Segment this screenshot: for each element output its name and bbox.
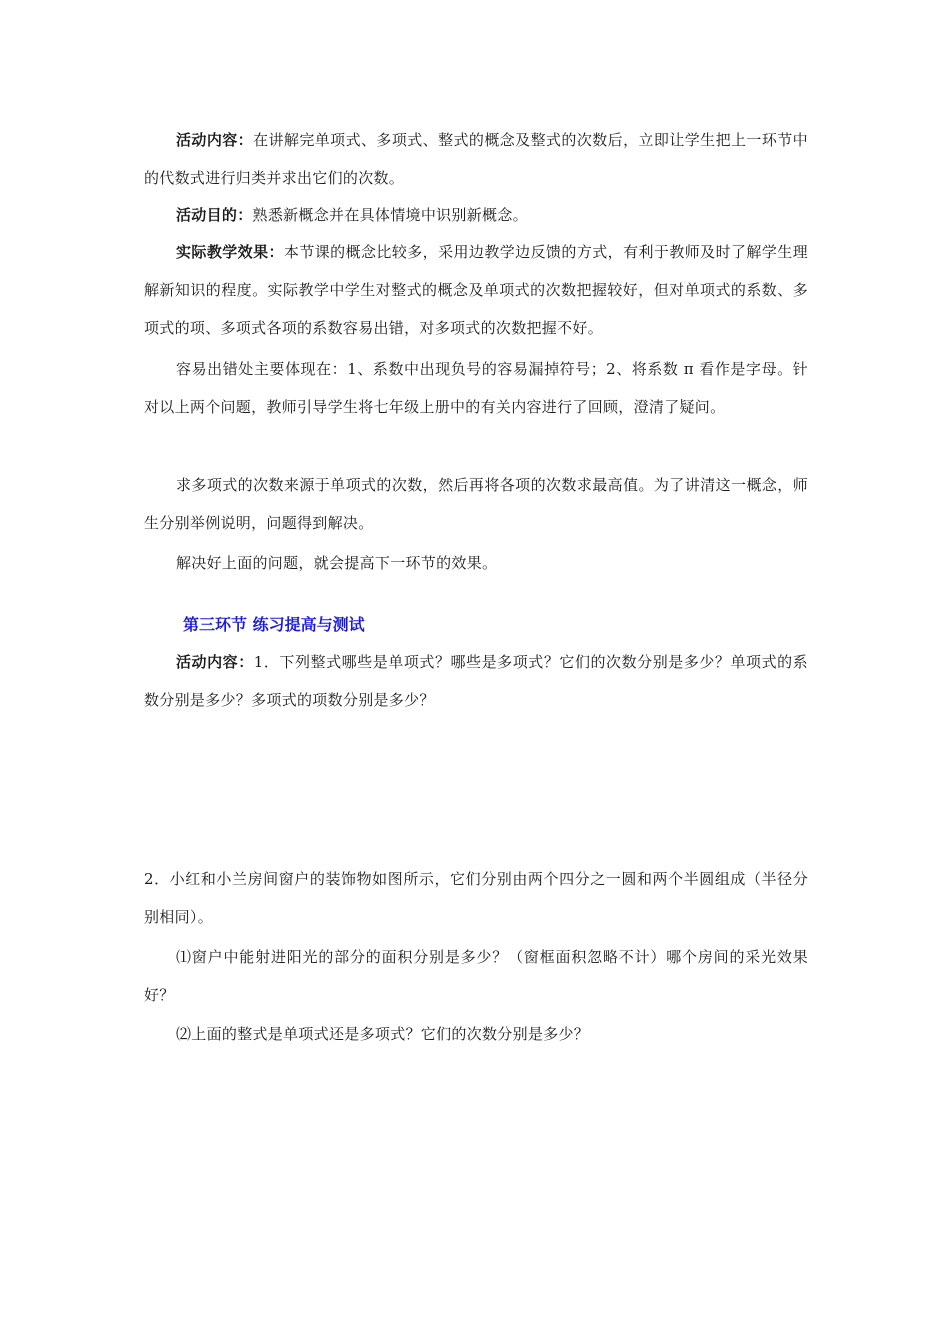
activity-content-text: 在讲解完单项式、多项式、整式的概念及整式的次数后，立即让学生把上一环节中的代数式进行归类并求出它们的次数。 bbox=[144, 131, 808, 187]
summary-text: 解决好上面的问题，就会提高下一环节的效果。 bbox=[176, 554, 498, 572]
exercise-1-paragraph bbox=[144, 643, 808, 719]
polynomial-degree-paragraph bbox=[144, 466, 808, 542]
error-points-text: 容易出错处主要体现在：1、系数中出现负号的容易漏掉符号；2、将系数 π 看作是字母。针对以上两个问题，教师引导学生将七年级上册中的有关内容进行了回顾，澄清了疑问。 bbox=[144, 360, 808, 416]
summary-paragraph bbox=[144, 544, 808, 582]
exercise-2-subquestion-1 bbox=[144, 938, 808, 1014]
exercise-2-subquestion-2-text: ⑵上面的整式是单项式还是多项式？它们的次数分别是多少？ bbox=[176, 1025, 590, 1043]
exercise-2-text: 2．小红和小兰房间窗户的装饰物如图所示，它们分别由两个四分之一圆和两个半圆组成（半径分别相同）。 bbox=[144, 870, 808, 926]
activity-purpose-label: 活动目的： bbox=[176, 206, 253, 224]
teaching-effect-label: 实际教学效果： bbox=[176, 243, 284, 261]
polynomial-degree-text: 求多项式的次数来源于单项式的次数，然后再将各项的次数求最高值。为了讲清这一概念，师生分别举例说明，问题得到解决。 bbox=[144, 476, 808, 532]
teaching-effect-paragraph bbox=[144, 233, 808, 347]
exercise-2-subquestion-1-text: ⑴窗户中能射进阳光的部分的面积分别是多少？（窗框面积忽略不计）哪个房间的采光效果好？ bbox=[144, 948, 808, 1004]
exercise-2-paragraph bbox=[144, 860, 808, 936]
section-heading: 第三环节 练习提高与测试 bbox=[183, 615, 365, 634]
exercise-1-label: 活动内容： bbox=[176, 653, 254, 671]
activity-content-label: 活动内容： bbox=[176, 131, 254, 149]
activity-content-paragraph bbox=[144, 121, 808, 197]
activity-purpose-text: 熟悉新概念并在具体情境中识别新概念。 bbox=[252, 206, 528, 224]
error-points-paragraph bbox=[144, 350, 808, 426]
activity-purpose-paragraph bbox=[144, 196, 808, 234]
exercise-1-text: 1．下列整式哪些是单项式？哪些是多项式？它们的次数分别是多少？单项式的系数分别是多少？多项式的项数分别是多少？ bbox=[144, 653, 808, 709]
exercise-2-subquestion-2 bbox=[144, 1015, 808, 1053]
teaching-effect-text: 本节课的概念比较多，采用边教学边反馈的方式，有利于教师及时了解学生理解新知识的程度。实际教学中学生对整式的概念及单项式的次数把握较好，但对单项式的系数、多项式的项、多项式各项的系数容易出错，对多项式的次数把握不好。 bbox=[144, 243, 808, 337]
